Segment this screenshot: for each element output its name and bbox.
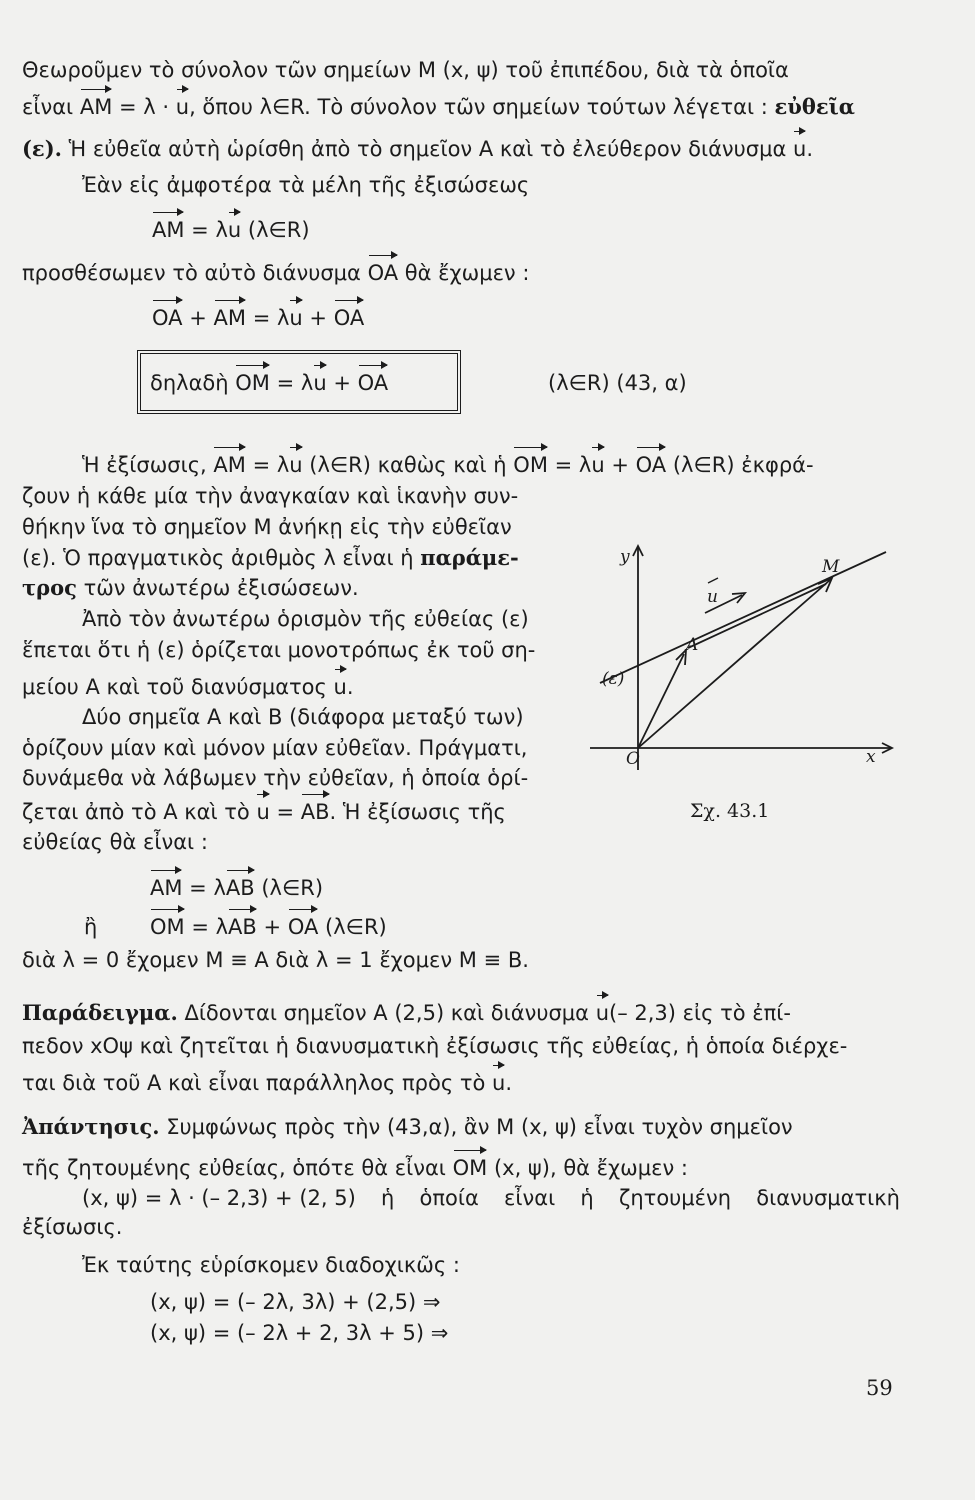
vector-OM: OM <box>235 368 270 398</box>
intro-line-1: Θεωροῦμεν τὸ σύνολον τῶν σημείων Μ (x, ψ) τοῦ ἐπιπέδου, διὰ τὰ ὁποῖα <box>22 58 789 82</box>
text: εἶναι <box>504 1186 556 1210</box>
text: Ἐὰν εἰς ἀμφοτέρα τὰ μέλη τῆς ἐξισώσεως <box>82 173 530 197</box>
text: (λ∈R) <box>247 218 310 242</box>
example-heading: Παράδειγμα. <box>22 1000 178 1025</box>
vector-OM: OM <box>453 1153 488 1183</box>
text: θήκην ἵνα τὸ σημεῖον Μ ἀνήκῃ εἰς τὴν εὐθεῖαν <box>22 515 512 539</box>
vector-u: u <box>492 1068 505 1098</box>
text: Ἀπὸ τὸν ἀνωτέρω ὁρισμὸν τῆς εὐθείας (ε) <box>82 607 529 631</box>
text: (λ∈R) καθὼς καὶ ἡ <box>309 453 507 477</box>
text: ζεται ἀπὸ τὸ Α καὶ τὸ <box>22 800 250 824</box>
text: διὰ λ = 0 ἔχομεν Μ ≡ Α διὰ λ = 1 ἔχομεν Μ ≡ Β. <box>22 948 529 972</box>
text-line <box>22 512 567 542</box>
text: + <box>309 306 327 330</box>
vector-AM: AM <box>80 92 112 122</box>
text: (λ∈R) <box>325 915 387 939</box>
text-line <box>22 1212 900 1242</box>
text-line <box>22 1031 900 1061</box>
equation <box>150 1287 975 1317</box>
vector-OA: OA <box>368 258 399 288</box>
equation <box>150 873 550 903</box>
answer-heading: Ἀπάντησις. <box>22 1114 160 1139</box>
text-line <box>22 998 900 1028</box>
text-line <box>22 672 567 702</box>
text-line <box>22 797 567 827</box>
text: (x, ψ) = (– 2λ + 2, 3λ + 5) ⇒ <box>150 1321 449 1345</box>
text: δηλαδὴ <box>150 371 229 395</box>
figure-caption: Σχ. 43.1 <box>690 800 770 822</box>
text: = λ <box>252 306 290 330</box>
text: ὁρίζουν μίαν καὶ μόνον μίαν εὐθεῖαν. Πράγματι, <box>22 736 528 760</box>
text: ζητουμένη <box>618 1186 732 1210</box>
text: ἡ <box>381 1186 395 1210</box>
text: Δίδονται σημεῖον Α (2,5) καὶ διάνυσμα <box>184 1001 590 1025</box>
text: + <box>611 453 629 477</box>
text: (ε). Ὁ πραγματικὸς ἀριθμὸς λ εἶναι ἡ <box>22 546 414 570</box>
u-label-arrowbar <box>708 578 718 583</box>
text: = λ · <box>119 95 170 119</box>
vector-OM: OM <box>513 450 548 480</box>
equation <box>152 303 975 333</box>
text: εἶναι <box>22 95 74 119</box>
text-line <box>22 1068 900 1098</box>
text: Ἡ ἐξίσωσις, <box>82 453 207 477</box>
text: τῶν ἀνωτέρω ἐξισώσεων. <box>83 576 359 600</box>
vector-u: u <box>289 303 302 333</box>
vector-u: u <box>228 215 241 245</box>
text: διανυσματικὴ <box>756 1186 900 1210</box>
text: θὰ ἔχωμεν : <box>404 261 530 285</box>
text: = λ <box>189 876 226 900</box>
line-epsilon <box>600 552 886 683</box>
vector-OA: OA <box>334 303 365 333</box>
vector-u: u <box>596 998 609 1028</box>
vector-AB: AB <box>301 797 330 827</box>
text: = <box>276 800 295 824</box>
equation <box>150 1318 975 1348</box>
text-line <box>82 1250 960 1280</box>
vector-AM: AM <box>152 215 184 245</box>
text-line <box>82 450 900 480</box>
text-line <box>22 573 567 603</box>
y-axis-label: y <box>620 547 630 567</box>
text: τῆς ζητουμένης εὐθείας, ὁπότε θὰ εἶναι <box>22 1156 446 1180</box>
point-m-label: M <box>822 557 840 577</box>
equation <box>152 215 975 245</box>
text-line <box>22 945 722 975</box>
text: εὐθείας θὰ εἶναι : <box>22 830 208 854</box>
text: ζουν ἡ κάθε μία τὴν ἀναγκαίαν καὶ ἱκανὴν συν- <box>22 484 519 508</box>
text-line <box>22 763 567 793</box>
text: + <box>189 306 207 330</box>
vector-u: u <box>256 797 269 827</box>
bold-term: (ε). <box>22 136 62 161</box>
text-line <box>22 543 567 573</box>
vector-AM: AM <box>213 450 245 480</box>
text: ἡ <box>580 1186 594 1210</box>
origin-label: O <box>626 749 640 769</box>
bold-term: εὐθεῖα <box>774 94 855 119</box>
vector-u: u <box>793 134 806 164</box>
text: ἢ <box>84 915 98 939</box>
vector-OM: OM <box>150 912 185 942</box>
text: Συμφώνως πρὸς τὴν (43,α), ἂν Μ (x, ψ) εἶναι τυχὸν σημεῖον <box>166 1115 793 1139</box>
text: = λ <box>191 915 229 939</box>
text: ἐξίσωσις. <box>22 1215 123 1239</box>
text-line <box>82 170 960 200</box>
text: (λ∈R) ἐκφρά- <box>672 453 814 477</box>
text: (λ∈R) (43, α) <box>548 371 687 395</box>
text-line <box>82 702 567 732</box>
text: μείου Α καὶ τοῦ διανύσματος <box>22 675 327 699</box>
text: = λ <box>276 371 314 395</box>
text: (x, ψ) = (– 2λ, 3λ) + (2,5) ⇒ <box>150 1290 441 1314</box>
text-line <box>22 258 900 288</box>
text: = λ <box>252 453 290 477</box>
vector-u-label: u <box>707 587 718 607</box>
text: . <box>505 1071 513 1095</box>
text-line <box>22 55 900 85</box>
equation <box>150 912 550 942</box>
point-a-label: A <box>686 635 699 655</box>
vector-OA: OA <box>358 368 389 398</box>
text: (x, ψ), θὰ ἔχωμεν : <box>493 1156 688 1180</box>
vector-u: u <box>313 368 326 398</box>
bold-term: τρος <box>22 575 77 600</box>
vector-oa-line <box>638 654 684 748</box>
text: + <box>263 915 282 939</box>
text: , ὅπου λ∈R. Τὸ σύνολον τῶν σημείων τούτων λέγεται : <box>189 95 768 119</box>
vector-oa-arrow <box>676 650 686 665</box>
page-number: 59 <box>866 1376 893 1400</box>
vector-AB: AB <box>228 912 257 942</box>
text: δυνάμεθα νὰ λάβωμεν τὴν εὐθεῖαν, ἡ ὁποία ὁρί- <box>22 766 529 790</box>
text: προσθέσωμεν τὸ αὐτὸ διάνυσμα <box>22 261 361 285</box>
epsilon-label: (ε) <box>602 669 625 689</box>
vector-AM: AM <box>214 303 246 333</box>
vector-OA: OA <box>288 912 319 942</box>
x-axis-label: x <box>866 747 876 767</box>
text: Δύο σημεῖα Α καὶ Β (διάφορα μεταξύ των) <box>82 705 524 729</box>
vector-AM: AM <box>150 873 182 903</box>
text: = λ <box>554 453 592 477</box>
vector-om-line <box>638 580 830 748</box>
text-line <box>82 1183 900 1213</box>
text: . <box>806 137 813 161</box>
text-line <box>22 827 567 857</box>
text-line <box>82 604 567 634</box>
text: + <box>333 371 351 395</box>
text: (λ∈R) <box>261 876 324 900</box>
vector-u: u <box>591 450 604 480</box>
text: = λ <box>191 218 228 242</box>
equation-reference <box>548 368 748 398</box>
text: ὁποία <box>419 1186 479 1210</box>
text: πεδον xOψ καὶ ζητεῖται ἡ διανυσματικὴ ἐξίσωσις τῆς εὐθείας, ἡ ὁποία διέρχε- <box>22 1034 848 1058</box>
text-line <box>22 1153 900 1183</box>
equation-prefix <box>84 912 124 942</box>
vector-u: u <box>176 92 189 122</box>
text-line <box>22 92 900 122</box>
text: Ἡ εὐθεῖα αὐτὴ ὡρίσθη ἀπὸ τὸ σημεῖον Α καὶ τὸ ἐλεύθερον διάνυσμα <box>68 137 787 161</box>
figure-43-1 <box>590 540 900 770</box>
text: ἕπεται ὅτι ἡ (ε) ὁρίζεται μονοτρόπως ἐκ τοῦ ση- <box>22 638 536 662</box>
vector-u: u <box>334 672 347 702</box>
text: (x, ψ) = λ · (– 2,3) + (2, 5) <box>82 1186 356 1210</box>
text: Ἐκ ταύτης εὑρίσκομεν διαδοχικῶς : <box>82 1253 460 1277</box>
text: . Ἡ ἐξίσωσις τῆς <box>329 800 506 824</box>
text-line <box>22 481 567 511</box>
vector-AB: AB <box>226 873 255 903</box>
vector-OA: OA <box>636 450 667 480</box>
vector-OA: OA <box>152 303 183 333</box>
vector-u: u <box>289 450 302 480</box>
text-line <box>22 635 567 665</box>
text: ται διὰ τοῦ Α καὶ εἶναι παράλληλος πρὸς τὸ <box>22 1071 486 1095</box>
text: . <box>346 675 354 699</box>
text-line <box>22 733 567 763</box>
bold-term: παράμε- <box>420 545 519 570</box>
text-line <box>22 134 900 164</box>
text-line <box>22 1112 900 1142</box>
text: (– 2,3) εἰς τὸ ἐπί- <box>609 1001 791 1025</box>
